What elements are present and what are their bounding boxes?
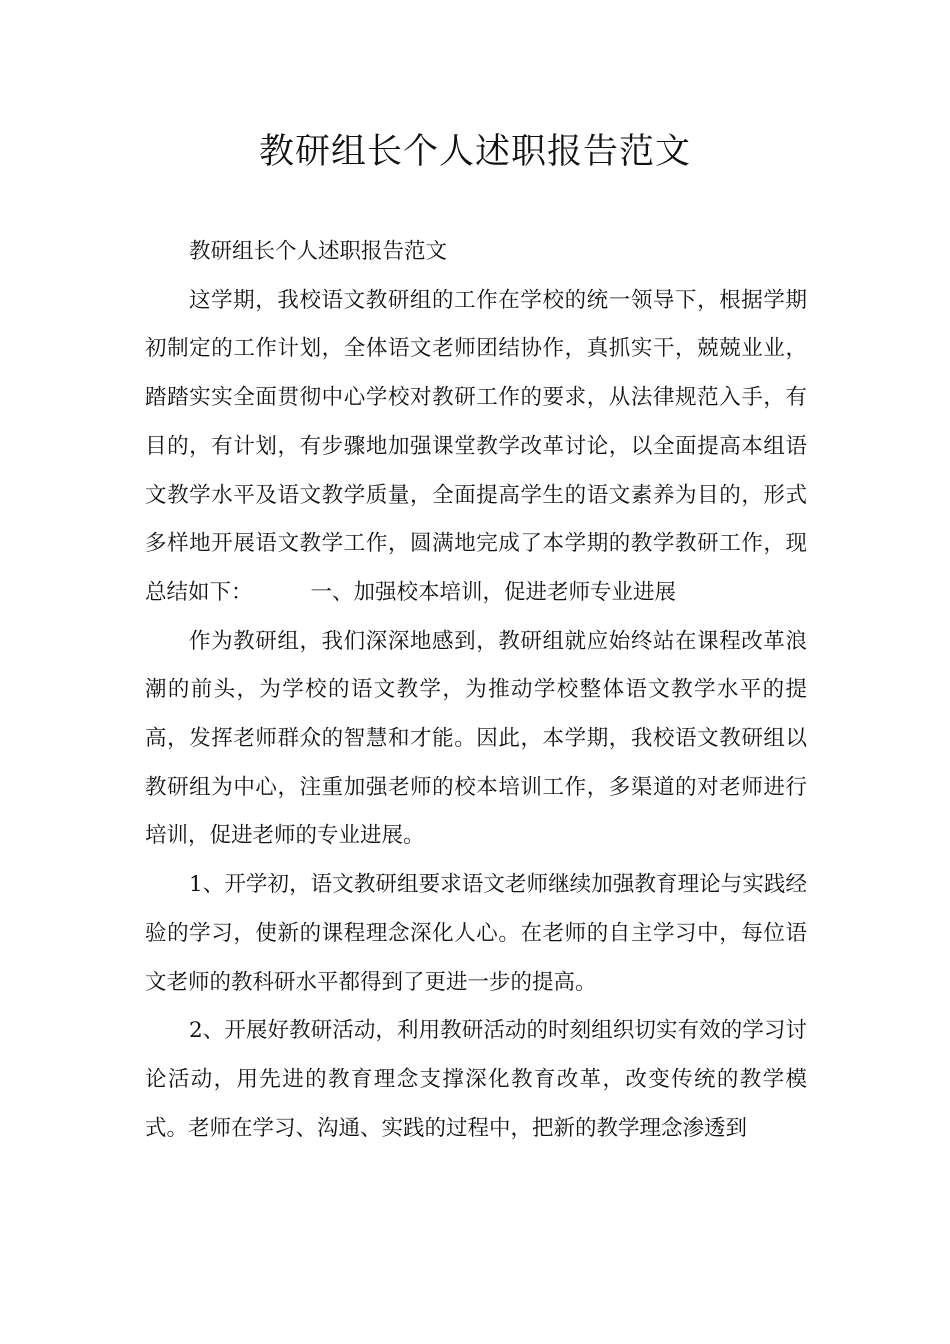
list-item-paragraph: 2、开展好教研活动，利用教研活动的时刻组织切实有效的学习讨论活动，用先进的教育理念支撑深化教育改革，改变传统的教学模式。老师在学习、沟通、实践的过程中，把新的教学理念渗透到 — [145, 1018, 807, 1141]
document-title: 教研组长个人述职报告范文 — [258, 132, 691, 172]
subtitle-paragraph: 教研组长个人述职报告范文 — [189, 239, 448, 264]
intro-text: 这学期，我校语文教研组的工作在学校的统一领导下，根据学期初制定的工作计划，全体语文老师团结协作，真抓实干，兢兢业业，踏踏实实全面贯彻中心学校对教研工作的要求，从法律规范入手，有目的，有计划，有步骤地加强课堂教学改革讨论，以全面提高本组语文教学水平及语文教学质量，全面提高学生的语文素养为目的，形式多样地开展语文教学工作，圆满地完成了本学期的教学教研工作，现总结如下： — [145, 287, 807, 605]
document-body — [145, 228, 807, 1153]
section-heading: 一、加强校本培训，促进老师专业进展 — [310, 579, 677, 605]
intro-paragraph — [145, 277, 807, 618]
list-item-paragraph: 1、开学初，语文教研组要求语文老师继续加强教育理论与实践经验的学习，使新的课程理念深化人心。在老师的自主学习中，每位语文老师的教科研水平都得到了更进一步的提高。 — [145, 872, 807, 995]
body-paragraph: 作为教研组，我们深深地感到，教研组就应始终站在课程改革浪潮的前头，为学校的语文教学，为推动学校整体语文教学水平的提高，发挥老师群众的智慧和才能。因此，本学期，我校语文教研组以教研组为中心，注重加强老师的校本培训工作，多渠道的对老师进行培训，促进老师的专业进展。 — [145, 628, 807, 849]
